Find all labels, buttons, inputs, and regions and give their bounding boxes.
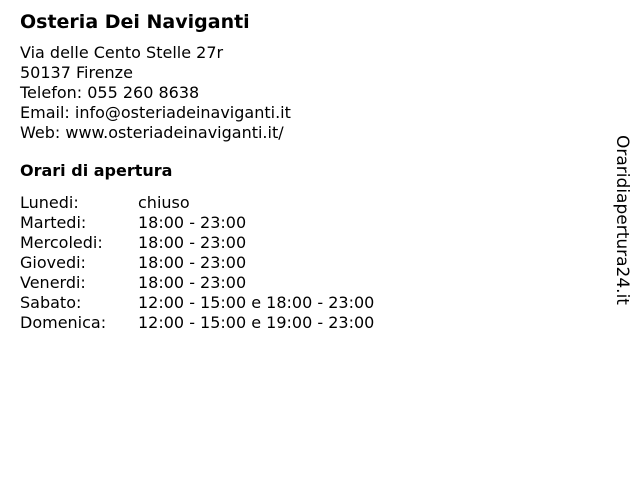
hours-time: 12:00 - 15:00 e 18:00 - 23:00	[138, 293, 375, 312]
business-card	[20, 10, 590, 333]
hours-time: chiuso	[138, 193, 190, 212]
hours-time: 18:00 - 23:00	[138, 253, 247, 272]
hours-row	[20, 193, 590, 213]
phone-line: Telefon: 055 260 8638	[20, 83, 200, 102]
address-street: Via delle Cento Stelle 27r	[20, 43, 224, 62]
email-line: Email: info@osteriadeinaviganti.it	[20, 103, 291, 122]
hours-time: 18:00 - 23:00	[138, 233, 247, 252]
business-name: Osteria Dei Naviganti	[20, 11, 250, 33]
hours-row	[20, 313, 590, 333]
hours-day: Sabato:	[20, 293, 82, 312]
hours-day: Lunedi:	[20, 193, 79, 212]
hours-time: 18:00 - 23:00	[138, 213, 247, 232]
hours-day: Giovedi:	[20, 253, 86, 272]
web-line: Web: www.osteriadeinaviganti.it/	[20, 123, 284, 142]
hours-row	[20, 213, 590, 233]
hours-day: Domenica:	[20, 313, 107, 332]
hours-heading: Orari di apertura	[20, 161, 173, 180]
hours-day: Martedi:	[20, 213, 87, 232]
hours-row	[20, 273, 590, 293]
address-city: 50137 Firenze	[20, 63, 133, 82]
hours-time: 18:00 - 23:00	[138, 273, 247, 292]
hours-table	[20, 193, 590, 333]
hours-time: 12:00 - 15:00 e 19:00 - 23:00	[138, 313, 375, 332]
hours-row	[20, 293, 590, 313]
hours-day: Venerdi:	[20, 273, 86, 292]
hours-row	[20, 233, 590, 253]
site-watermark: Oraridiapertura24.it	[612, 135, 632, 305]
hours-row	[20, 253, 590, 273]
hours-day: Mercoledi:	[20, 233, 103, 252]
